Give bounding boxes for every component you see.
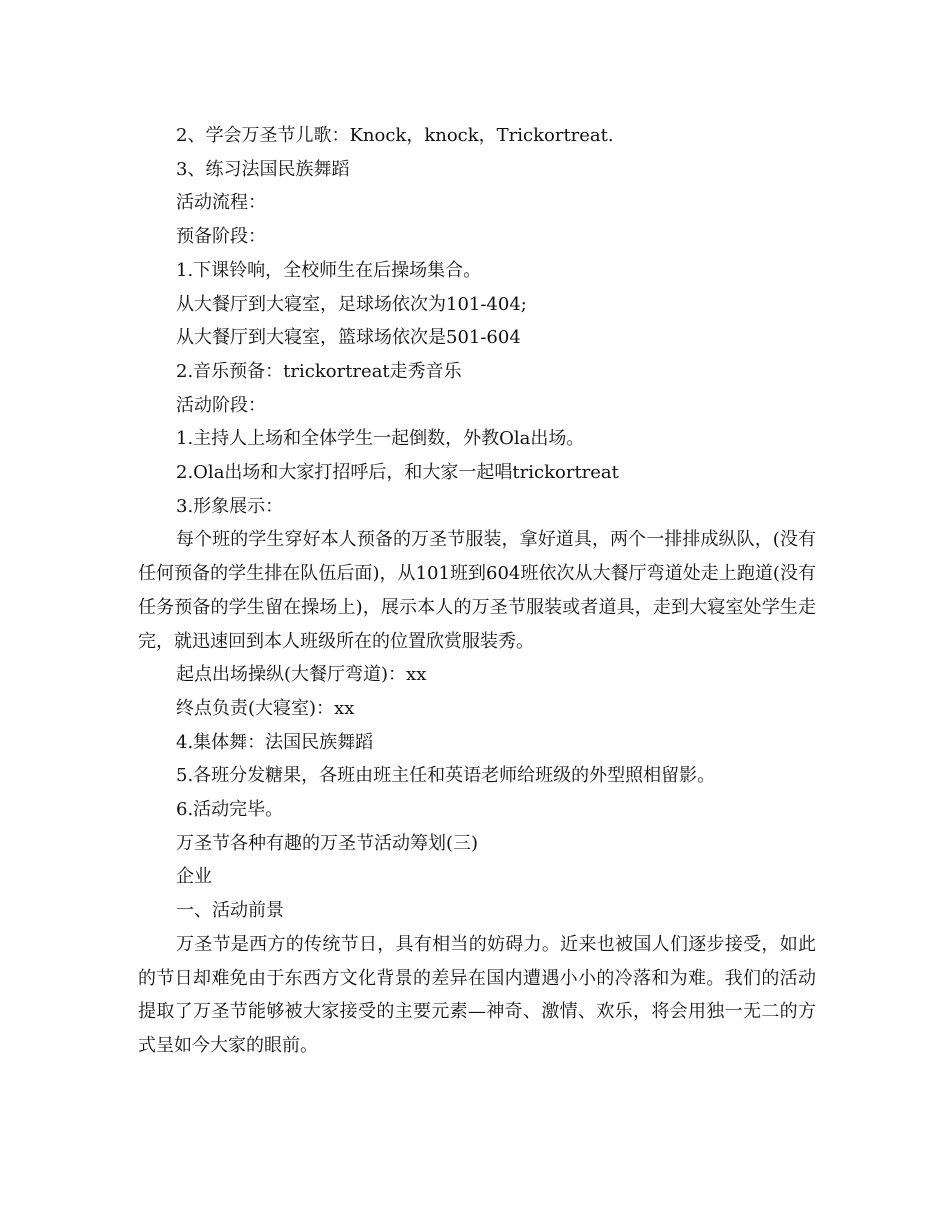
text-line: 2、学会万圣节儿歌：Knock，knock，Trickortreat. <box>176 125 614 146</box>
text-line: 6.活动完毕。 <box>176 799 284 821</box>
section-label: 预备阶段： <box>176 226 266 248</box>
text-line: 5.各班分发糖果，各班由班主任和英语老师给班级的外型照相留影。 <box>176 765 716 787</box>
text-line: 3、练习法国民族舞蹈 <box>176 158 350 180</box>
section-label: 活动流程： <box>176 192 266 214</box>
section-heading: 一、活动前景 <box>176 900 284 922</box>
text-line: 2.音乐预备：trickortreat走秀音乐 <box>176 360 462 382</box>
text-line: 企业 <box>176 866 212 888</box>
body-paragraph: 每个班的学生穿好本人预备的万圣节服装，拿好道具，两个一排排成纵队，(没有任何预备的学生排在队伍后面)，从101班到604班依次从大餐厅弯道处走上跑道(没有任务预备的学生留在操场上)，展示本人的万圣节服装或者道具，走到大寝室处学生走完，就迅速回到本人班级所在的位置欣赏服装秀。 <box>138 529 816 652</box>
text-line: 终点负责(大寝室)：xx <box>176 697 355 719</box>
section-label: 活动阶段： <box>176 394 266 416</box>
text-line: 起点出场操纵(大餐厅弯道)：xx <box>176 664 427 686</box>
text-line: 从大餐厅到大寝室，足球场依次为101-404; <box>176 293 527 315</box>
text-line: 从大餐厅到大寝室，篮球场依次是501-604 <box>176 327 521 349</box>
text-line: 3.形象展示： <box>176 495 284 517</box>
section-heading: 万圣节各种有趣的万圣节活动筹划(三) <box>176 832 479 854</box>
text-line: 1.下课铃响，全校师生在后操场集合。 <box>176 259 482 281</box>
text-line: 2.Ola出场和大家打招呼后，和大家一起唱trickortreat <box>176 462 619 484</box>
document-body <box>138 119 816 1063</box>
text-line: 4.集体舞：法国民族舞蹈 <box>176 731 374 753</box>
text-line: 1.主持人上场和全体学生一起倒数，外教Ola出场。 <box>176 428 585 450</box>
body-paragraph: 万圣节是西方的传统节日，具有相当的妨碍力。近来也被国人们逐步接受，如此的节日却难免由于东西方文化背景的差异在国内遭遇小小的冷落和为难。我们的活动提取了万圣节能够被大家接受的主要元素—神奇、激情、欢乐，将会用独一无二的方式呈如今大家的眼前。 <box>138 933 816 1056</box>
